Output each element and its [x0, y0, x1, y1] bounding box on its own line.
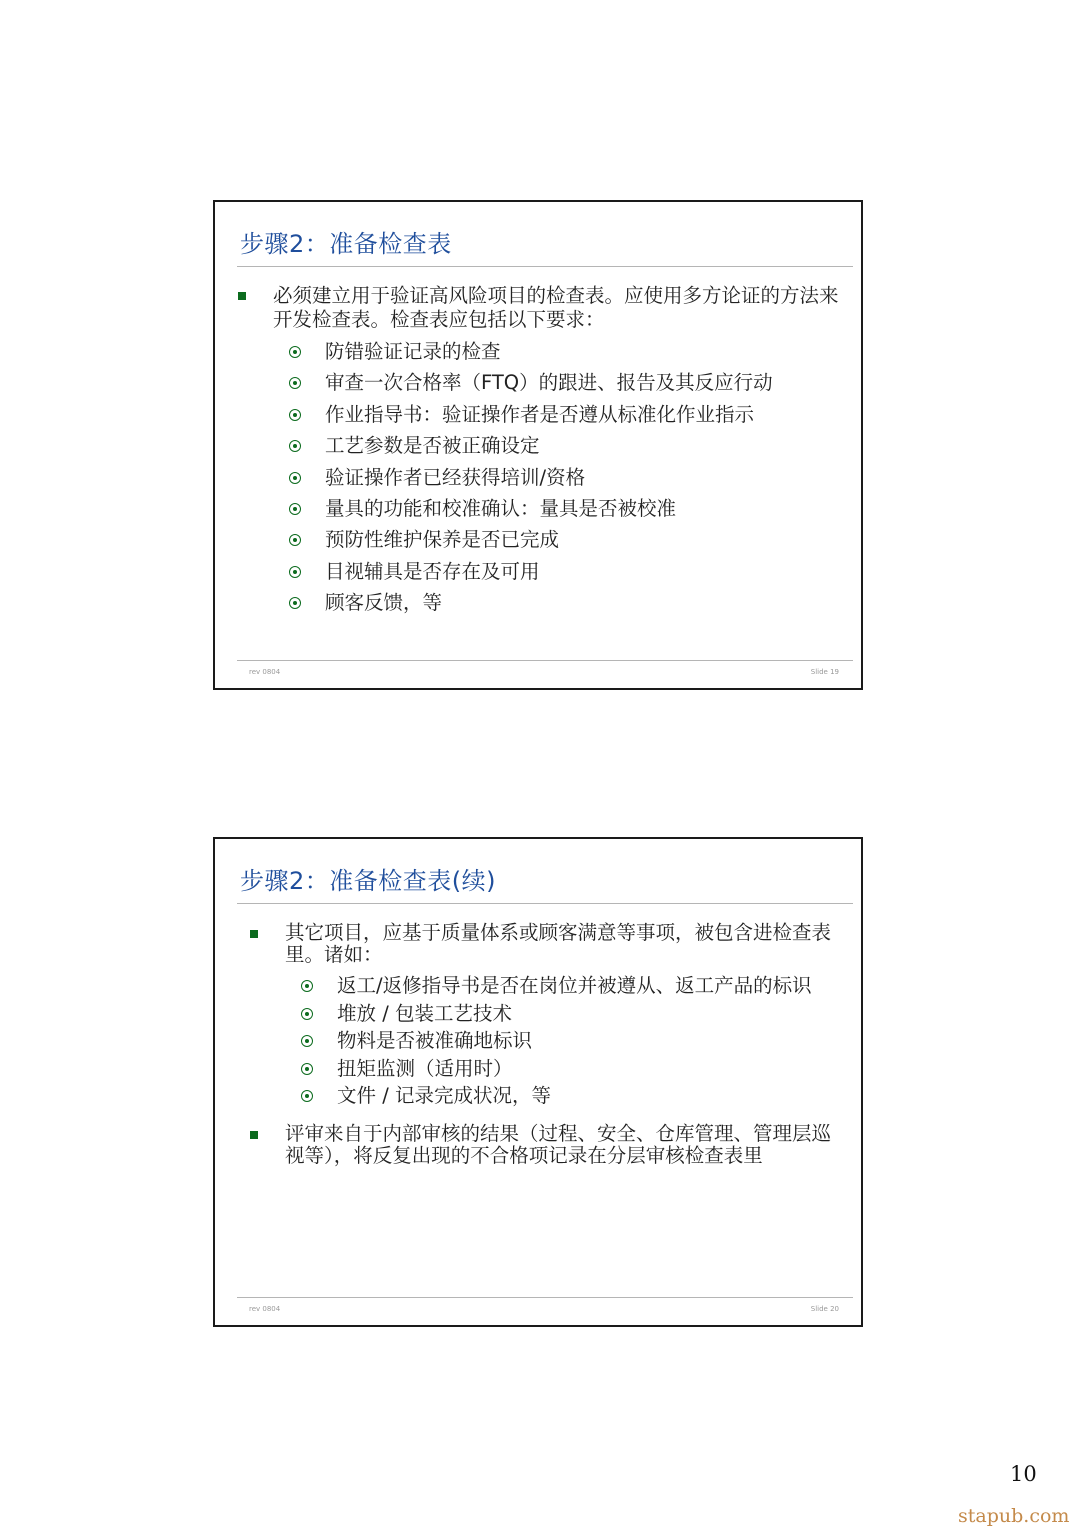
sub-bullet-item: [245, 1057, 841, 1080]
watermark: stapub.com: [958, 1505, 1070, 1527]
circle-bullet-icon: [289, 534, 301, 546]
sub-bullet-text: 审查一次合格率（FTQ）的跟进、报告及其反应行动: [325, 371, 773, 395]
square-bullet-icon: [238, 292, 246, 300]
sub-bullet-text: 预防性维护保养是否已完成: [325, 528, 560, 552]
sub-bullet-item: [233, 371, 841, 395]
sub-bullet-text: 防错验证记录的检查: [325, 340, 501, 363]
circle-bullet-icon: [301, 1008, 313, 1020]
slide-19: [213, 200, 863, 690]
circle-bullet-icon: [301, 980, 313, 992]
title-divider: [237, 903, 853, 904]
sub-bullet-item: [233, 591, 841, 615]
sub-bullet-text: 工艺参数是否被正确设定: [325, 434, 540, 458]
sub-bullet-text: 返工/返修指导书是否在岗位并被遵从、返工产品的标识: [337, 974, 812, 997]
sub-bullet-text: 扭矩监测（适用时）: [337, 1056, 513, 1080]
sub-bullet-item: [233, 466, 841, 490]
bullet-item: [245, 1123, 841, 1167]
sub-bullet-text: 量具的功能和校准确认：量具是否被校准: [325, 496, 677, 520]
footer-slide-number: Slide 20: [810, 1305, 839, 1313]
sub-bullet-text: 作业指导书：验证操作者是否遵从标准化作业指示: [325, 402, 755, 426]
sub-bullet-text: 验证操作者已经获得培训/资格: [325, 465, 586, 489]
sub-bullet-text: 文件 / 记录完成状况，等: [337, 1084, 551, 1108]
sub-bullet-item: [245, 1029, 841, 1052]
sub-bullet-item: [245, 974, 841, 997]
bullet-item: [233, 284, 841, 332]
sub-bullet-text: 物料是否被准确地标识: [337, 1029, 533, 1053]
square-bullet-icon: [250, 930, 258, 938]
bullet-text: 其它项目，应基于质量体系或顾客满意等事项，被包含进检查表里。诸如：: [285, 921, 832, 966]
bullet-item: [245, 922, 841, 966]
footer-divider: [237, 1297, 853, 1298]
circle-bullet-icon: [301, 1035, 313, 1047]
sub-bullet-item: [245, 1084, 841, 1107]
circle-bullet-icon: [289, 597, 301, 609]
circle-bullet-icon: [289, 566, 301, 578]
bullet-text: 必须建立用于验证高风险项目的检查表。应使用多方论证的方法来开发检查表。检查表应包括以下要求：: [273, 284, 839, 331]
page-number: 10: [1010, 1462, 1037, 1486]
sub-bullet-item: [233, 340, 841, 364]
sub-bullet-item: [233, 403, 841, 427]
sub-bullet-item: [233, 497, 841, 521]
sub-bullet-text: 目视辅具是否存在及可用: [325, 559, 540, 583]
slide-20: [213, 837, 863, 1327]
slide-title: 步骤2：准备检查表(续): [240, 867, 496, 895]
title-divider: [237, 266, 853, 267]
circle-bullet-icon: [289, 440, 301, 452]
circle-bullet-icon: [289, 409, 301, 421]
slide-content: [233, 284, 841, 623]
sub-bullet-item: [245, 1002, 841, 1025]
footer-revision: rev 0804: [249, 1305, 281, 1313]
slide-content: [245, 922, 841, 1175]
bullet-text: 评审来自于内部审核的结果（过程、安全、仓库管理、管理层巡视等），将反复出现的不合格项记录在分层审核检查表里: [285, 1122, 832, 1168]
sub-bullet-item: [233, 560, 841, 584]
circle-bullet-icon: [301, 1090, 313, 1102]
sub-bullet-text: 堆放 / 包装工艺技术: [337, 1001, 512, 1025]
slide-title: 步骤2：准备检查表: [240, 230, 452, 258]
sub-bullet-item: [233, 528, 841, 552]
circle-bullet-icon: [289, 377, 301, 389]
circle-bullet-icon: [289, 472, 301, 484]
circle-bullet-icon: [301, 1063, 313, 1075]
footer-revision: rev 0804: [249, 668, 281, 676]
sub-bullet-item: [233, 434, 841, 458]
footer-divider: [237, 660, 853, 661]
square-bullet-icon: [250, 1131, 258, 1139]
footer-slide-number: Slide 19: [810, 668, 839, 676]
circle-bullet-icon: [289, 346, 301, 358]
circle-bullet-icon: [289, 503, 301, 515]
sub-bullet-text: 顾客反馈，等: [325, 591, 443, 615]
